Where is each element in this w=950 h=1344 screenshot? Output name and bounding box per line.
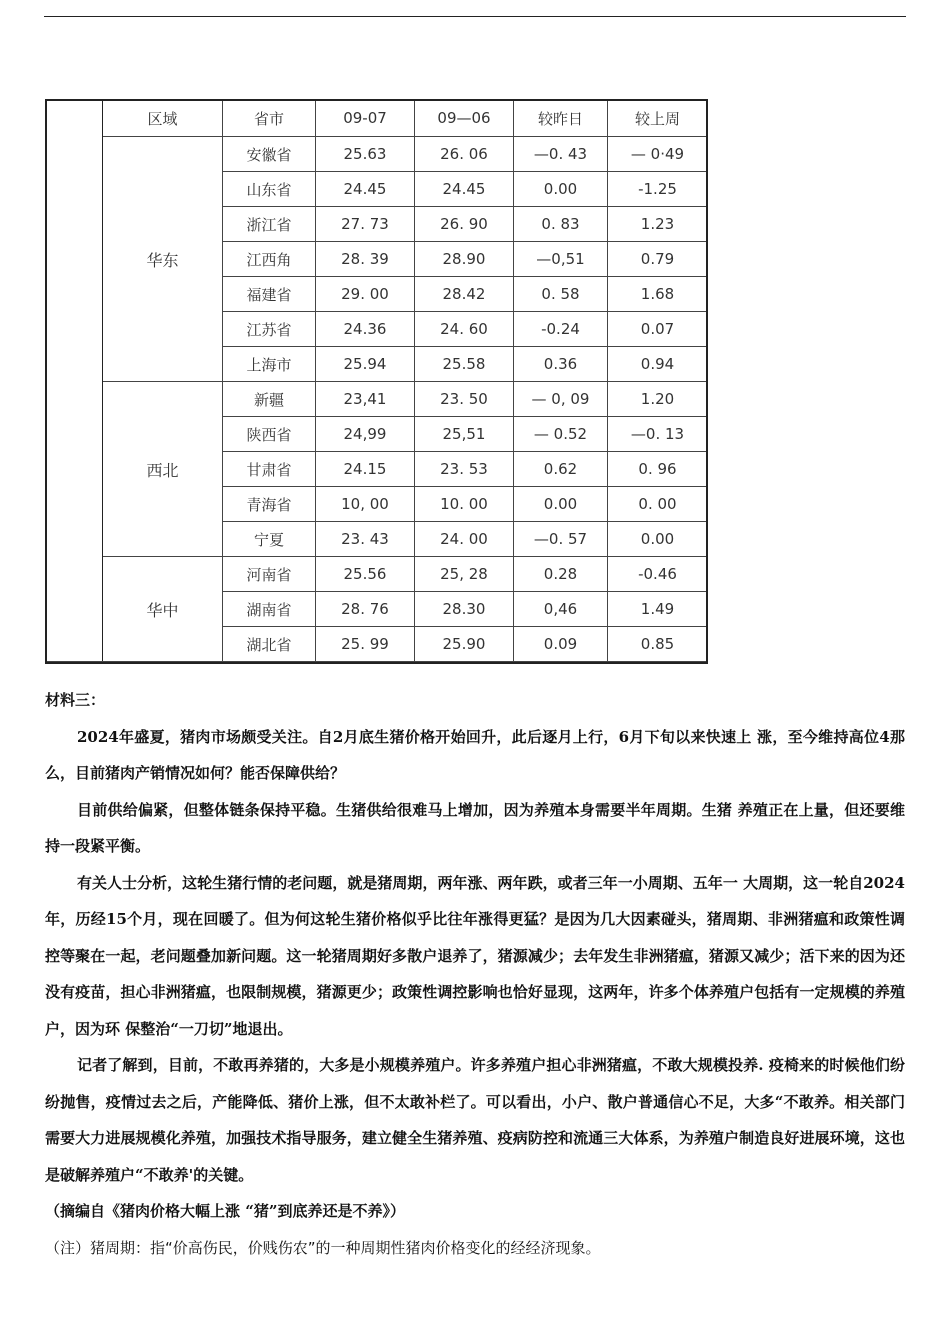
province-cell: 上海市 [223,347,316,382]
value-cell: 1.23 [608,207,708,242]
material-heading: 材料三： [45,691,106,709]
value-cell: 29. 00 [316,277,415,312]
value-cell: 24,99 [316,417,415,452]
value-cell: 1.20 [608,382,708,417]
top-rule [44,16,906,17]
region-cell: 华中 [103,557,223,662]
province-cell: 山东省 [223,172,316,207]
header-cell: 较昨日 [514,100,608,137]
province-cell: 青海省 [223,487,316,522]
header-cell: 区域 [103,100,223,137]
article [45,682,905,1266]
value-cell: 10, 00 [316,487,415,522]
value-cell: 24. 00 [415,522,514,557]
province-cell: 甘肃省 [223,452,316,487]
value-cell: -1.25 [608,172,708,207]
province-cell: 安徽省 [223,137,316,172]
value-cell: 24.15 [316,452,415,487]
value-cell: 0.09 [514,627,608,662]
value-cell: 0.00 [514,172,608,207]
value-cell: — 0, 09 [514,382,608,417]
value-cell: 0.07 [608,312,708,347]
value-cell: —0. 43 [514,137,608,172]
value-cell: 0. 58 [514,277,608,312]
value-cell: 25,51 [415,417,514,452]
blank-column [46,100,103,662]
value-cell: 0.36 [514,347,608,382]
pork-price-table [45,99,708,662]
value-cell: 26. 06 [415,137,514,172]
paragraph-2: 目前供给偏紧，但整体链条保持平稳。生猪供给很难马上增加，因为养殖本身需要半年周期。生猪 养殖正在上量，但还要维持一段紧平衡。 [45,800,905,855]
value-cell: 26. 90 [415,207,514,242]
value-cell: 0.00 [608,522,708,557]
value-cell: 25.94 [316,347,415,382]
value-cell: 1.68 [608,277,708,312]
region-cell: 华东 [103,137,223,382]
value-cell: 27. 73 [316,207,415,242]
value-cell: 0,46 [514,592,608,627]
value-cell: —0. 57 [514,522,608,557]
value-cell: 25.56 [316,557,415,592]
value-cell: 28.42 [415,277,514,312]
value-cell: 25. 99 [316,627,415,662]
header-cell: 09—06 [415,100,514,137]
value-cell: — 0.52 [514,417,608,452]
province-cell: 宁夏 [223,522,316,557]
province-cell: 河南省 [223,557,316,592]
value-cell: —0. 13 [608,417,708,452]
value-cell: -0.46 [608,557,708,592]
value-cell: 0.79 [608,242,708,277]
table-header-row [46,100,708,137]
value-cell: 23. 50 [415,382,514,417]
value-cell: 28.30 [415,592,514,627]
header-cell: 09-07 [316,100,415,137]
value-cell: 24.45 [415,172,514,207]
value-cell: 0. 00 [608,487,708,522]
value-cell: — 0·49 [608,137,708,172]
province-cell: 湖北省 [223,627,316,662]
value-cell: 1.49 [608,592,708,627]
value-cell: 10. 00 [415,487,514,522]
paragraph-3: 有关人士分析，这轮生猪行情的老问题，就是猪周期，两年涨、两年跌，或者三年一小周期、五年一 大周期，这一轮自2024年，历经15个月，现在回暖了。但为何这轮生猪价格似乎比往年涨得更猛？是因为几大因素碰头，猪周期、非洲猪瘟和政策性调控等聚在一起，老问题叠加新问题。这一轮猪周期好多散户退养了，猪源减少；去年发生非洲猪瘟，猪源又减少；活下来的因为还没有疫苗，担心非洲猪瘟，也限制规模，猪源更少；政策性调控影响也恰好显现，这两年，许多个体养殖户包括有一定规模的养殖户，因为环 保整治“一刀切”地退出。 [45,873,905,1038]
value-cell: 28. 76 [316,592,415,627]
value-cell: -0.24 [514,312,608,347]
province-cell: 福建省 [223,277,316,312]
value-cell: 0. 96 [608,452,708,487]
province-cell: 江苏省 [223,312,316,347]
value-cell: 0.00 [514,487,608,522]
value-cell: 24.45 [316,172,415,207]
province-cell: 浙江省 [223,207,316,242]
value-cell: 23. 43 [316,522,415,557]
value-cell: 0.85 [608,627,708,662]
value-cell: 0.62 [514,452,608,487]
value-cell: —0,51 [514,242,608,277]
header-cell: 省市 [223,100,316,137]
value-cell: 24.36 [316,312,415,347]
province-cell: 湖南省 [223,592,316,627]
footnote: （注）猪周期：指“价高伤民，价贱伤农”的一种周期性猪肉价格变化的经经济现象。 [45,1238,601,1257]
value-cell: 24. 60 [415,312,514,347]
table-row [46,382,708,417]
value-cell: 28.90 [415,242,514,277]
value-cell: 0.94 [608,347,708,382]
value-cell: 25.58 [415,347,514,382]
header-cell: 较上周 [608,100,708,137]
province-cell: 陕西省 [223,417,316,452]
value-cell: 0.28 [514,557,608,592]
paragraph-4: 记者了解到，目前，不敢再养猪的，大多是小规模养殖户。许多养殖户担心非洲猪瘟，不敢大规模投养. 疫椅来的时候他们纷纷抛售，疫情过去之后，产能降低、猪价上涨，但不太敢补栏了。可以看出，小户、散户普通信心不足，大多“不敢养。相关部门需要大力进展规模化养殖，加强技术指导服务，建立健全生猪养殖、疫病防控和流通三大体系，为养殖户制造良好进展环境，这也是破解养殖户“不敢养'的关键。 [45,1056,905,1184]
value-cell: 23,41 [316,382,415,417]
value-cell: 25.63 [316,137,415,172]
value-cell: 28. 39 [316,242,415,277]
paragraph-1: 2024年盛夏，猪肉市场颇受关注。自2月底生猪价格开始回升，此后逐月上行，6月下旬以来快速上 涨，至今维持高位4那么，目前猪肉产销情况如何？能否保障供给？ [45,727,905,782]
value-cell: 25.90 [415,627,514,662]
source-citation: （摘编自《猪肉价格大幅上涨 “猪”到底养还是不养》） [45,1202,405,1220]
region-cell: 西北 [103,382,223,557]
table-row [46,557,708,592]
value-cell: 23. 53 [415,452,514,487]
province-cell: 江西角 [223,242,316,277]
value-cell: 25, 28 [415,557,514,592]
table-row [46,137,708,172]
value-cell: 0. 83 [514,207,608,242]
province-cell: 新疆 [223,382,316,417]
